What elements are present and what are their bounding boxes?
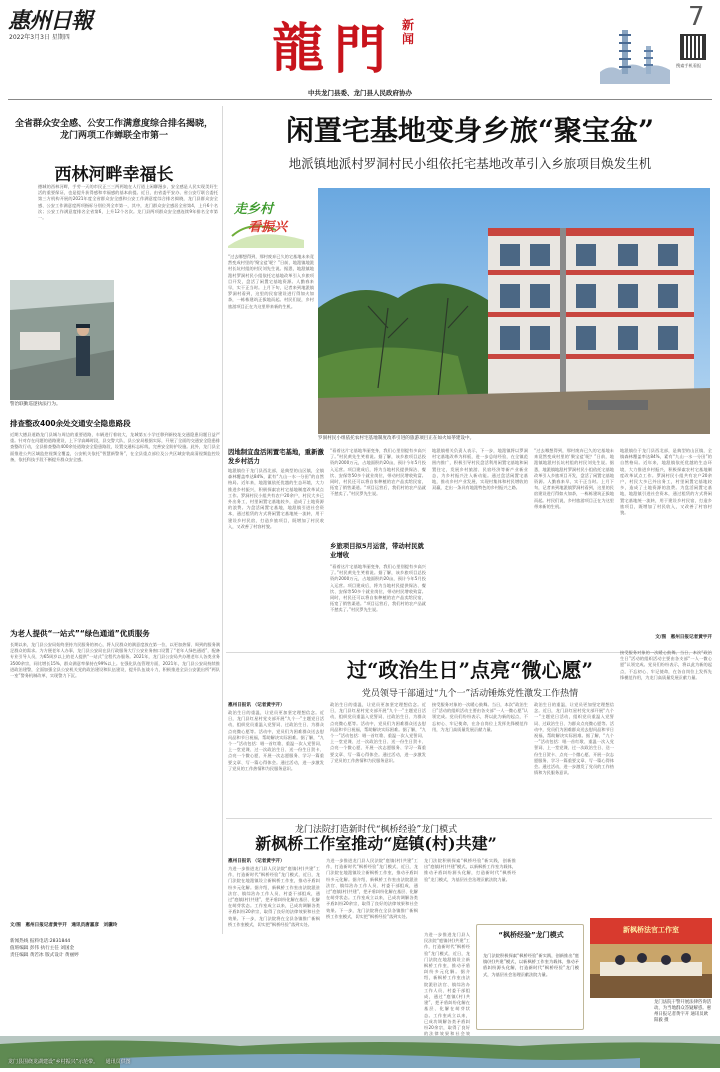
title-char-2: 門 — [334, 20, 387, 81]
left-kicker[interactable]: 全省群众安全感、公安工作满意度综合排名揭晓，龙门两项工作蝉联全市第一 — [14, 119, 213, 141]
badge-line-2: 看振兴 — [248, 220, 288, 235]
feature-col1-title[interactable]: 因地制宜盘活闲置宅基地，重新激发乡村活力 — [228, 448, 324, 465]
left-sec1-title[interactable]: 排查整改400余处交通安全隐患路段 — [10, 419, 131, 428]
court-byline: 惠州日报讯 （记者黄宇开） — [228, 859, 285, 864]
feature-col4-body: “过去哪想得到，那村废弃已久的宅基地未来竟然变成村里的‘聚宝盆’呢？”日前，地派镇地派村长坑村组的村民刘先生说。据悉，地派镇地派村罗洞村民小组依托宅基地改革引入乡旅项目开发，盘活了闲置宅基地资源。人勤春来早，实干正当时。上月下旬，记者来到地派镇罗洞村看到，这里的民宿建设进行得如火如荼，一栋栋建筑正拔地而起。村民们说，乡村旅游项目正在为这里带来新的生机。 — [534, 448, 614, 509]
feature-footer: 文/图 惠州日报记者黄宇开 — [655, 635, 712, 640]
court-story — [226, 820, 714, 1036]
feature-subhead[interactable]: 地派镇地派村罗洞村民小组依托宅基地改革引入乡旅项目焕发生机 — [288, 156, 652, 171]
party-col2: 政治生日的重温，让党员更加坚定理想信念。近日，龙门县红星村党支部开展“九个一”主题党日活动，组织党员重温入党誓词、过政治生日、为群众点亮微心愿等。活动中，党员们为困难群众送去慰问品和节日祝福，帮助解决实际困难。据了解，“九个一”活动包括：唱一首红歌、重温一次入党誓词、上一堂党课、过一次政治生日、送一份生日贺卡、点亮一个微心愿、开展一次志愿服务、学习一篇重要文章、写一篇心得体会。通过活动，进一步激发了党员的工作热情和为民服务意识。 — [330, 702, 426, 763]
court-photo-sign: 新枫桥法官工作室 — [623, 926, 679, 934]
feature-headline[interactable]: 闲置宅基地变身乡旅“聚宝盆” — [285, 114, 655, 147]
qr-code-icon[interactable] — [680, 34, 706, 60]
left-lead: 德城的西林河畔，手劳一天的市民正三三两两地在人行道上闲聊漫步，安全感是人民实现美好生活的重要保证，也是提升获得感和幸福感的基本前提。近日，由省委平安办、省公安厅联合委托第三方机构开展的2021年度全省群众安全感和公安工作满意度综合排名揭晓，龙门县群众安全感、公安工作满意度两项指标分别位列全市第一，其中，龙门群众安全感居全省第4，上升6个名次；公安工作满意度排名全省第6，上升12个名次。龙门县两项群众安全感连续9年排名全市第一。 — [38, 184, 218, 221]
feature-col3-body: 地派镇相关负责人表示，下一步，地派镇将以罗洞村宅基地改革为样板，进一步总结经验，在全镇范围内推广，积极引导村民盘活利用闲置宅基地和闲置住宅，发展乡村旅游、民宿经济等新产业新业态，为乡村振兴注入新动能。通过盘活闲置宅基地，推动乡村产业发展，实现村集体和村民增收的双赢，走出一条具有地派特色的乡村振兴之路。 — [432, 448, 528, 491]
party-headline[interactable]: 过“政治生日”点亮“微心愿” — [346, 658, 593, 682]
party-byline: 惠州日报讯 （记者黄宇开） — [228, 703, 285, 708]
paper-name: 惠州日報 — [8, 8, 93, 34]
lake-panorama — [0, 1036, 720, 1068]
qr-caption: 搜索手机看报 — [676, 63, 702, 68]
rural-badge — [226, 196, 306, 248]
feature-col2-title[interactable]: 乡旅项目拟5月运营，带动村民就业增收 — [330, 542, 424, 559]
fengqiao-box-title[interactable]: “枫桥经验”龙门模式 — [498, 931, 564, 939]
left-footer: 文/图 惠州日报记者黄宇开 通讯员唐嘉彦 刘骥玲 — [10, 923, 118, 928]
party-col1: 政治生日的重温，让党员更加坚定理想信念。近日，龙门县红星村党支部开展“九个一”主题党日活动，组织党员重温入党誓词、过政治生日、为群众点亮微心愿等。活动中，党员们为困难群众送去慰问品和节日祝福，帮助解决实际困难。据了解，“九个一”活动包括：唱一首红歌、重温一次入党誓词、上一堂党课、过一次政治生日、送一份生日贺卡、点亮一个微心愿、开展一次志愿服务、学习一篇重要文章、写一篇心得体会。通过活动，进一步激发了党员的工作热情和为民服务意识。 — [228, 710, 324, 771]
party-story — [226, 650, 714, 814]
feature-col5-body: 地派镇位于龙门县西北部，是典型的山区镇，全镇森林覆盖率达84%，素有“九山一水一分田”的自然格局。近年来，地派镇依托优越的生态环境，大力推进乡村振兴，积极探索农村宅基地制度改革试点工作。罗洞村民小组共有农户20余户，村民大多已外出务工，村里闲置宅基地较多，造成了土地资源的浪费。为盘活闲置宅基地，地派镇引进社会资本，通过租赁的方式将闲置宅基地统一流转，用于建设乡村民宿，打造乡旅项目，既增加了村民收入，又改善了村容村貌。 — [620, 448, 712, 516]
court-headline[interactable]: 新枫桥工作室推动“庭镇(村)共建” — [255, 834, 497, 853]
fengqiao-box — [476, 924, 584, 1030]
masthead — [0, 0, 720, 102]
court-photo — [590, 918, 712, 998]
page-number: 7 — [688, 2, 705, 32]
feature-col2-body-cont: “看着这片宅基地华丽变身，我们心里别提有多高兴了。”村民黄先生笑着说。据了解，该乡旅项目总投资约2000万元，占地面积约20亩，预计今年5月投入运营。项目建成后，将为当地村民提供保洁、餐饮、安保等50多个就业岗位，带动村民增收致富。同时，村民还可以将自家种植的农产品卖给民宿，拓宽了销售渠道。“项目运营后，我们村的农产品就不愁卖了。”村民罗先生说。 — [330, 564, 426, 613]
pagoda-illustration — [600, 20, 670, 84]
left-sec2-body: 长期以来，龙门县公安局始终坚持为民服务的初心，将人民群众的满意度放在第一位，以更加热情、周到的服务满足群众的需求。为方便老年人办事，龙门县公安局在县行政服务大厅公安业务窗口设置了“老年人绿色通道”，配备专业引导人员，为65周岁以上的老人提供“一站式”全程代办服务。2021年，龙门县公安局共办理老年人各类业务3500余宗，同比增长15%，群众满意率保持在99%以上。在强化队伍管理方面，2021年，龙门县公安局持续推进政治建警，全面加强全县公安机关党的政治建设和队伍建设，提升队伍战斗力，积极推进全县公安派出所“两队一室”警务机制改革，实现警力下沉。 — [10, 642, 220, 679]
party-col4: 政治生日的重温，让党员更加坚定理想信念。近日，龙门县红星村党支部开展“九个一”主题党日活动，组织党员重温入党誓词、过政治生日、为群众点亮微心愿等。活动中，党员们为困难群众送去慰问品和节日祝福，帮助解决实际困难。据了解，“九个一”活动包括：唱一首红歌、重温一次入党誓词、上一堂党课、过一次政治生日、送一份生日贺卡、点亮一个微心愿、开展一次志愿服务、学习一篇重要文章、写一篇心得体会。通过活动，进一步激发了党员的工作热情和为民服务意识。 — [534, 702, 614, 776]
court-kicker[interactable]: 龙门法院打造新时代“枫桥经验”龙门模式 — [294, 825, 458, 835]
feature-col2-body: “看着这片宅基地华丽变身，我们心里别提有多高兴了。”村民黄先生笑着说。据了解，该乡旅项目总投资约2000万元，占地面积约20亩，预计今年5月投入运营。项目建成后，将为当地村民提供保洁、餐饮、安保等50多个就业岗位，带动村民增收致富。同时，村民还可以将自家种植的农产品卖给民宿，拓宽了销售渠道。“项目运营后，我们村的农产品就不愁卖了。”村民罗先生说。 — [330, 448, 426, 497]
party-col5: 接受服务对象的一次暖心鼓舞。当日，本次“政治生日”活动的组织活动主要由各支部“一人一微心愿”认领完成。党员们纷纷表示，将以此为新的起点，不忘初心、牢记使命，在各自岗位上发挥先锋模范作用，为龙门高质量发展贡献力量。 — [620, 650, 712, 680]
title-char-1: 龍 — [272, 18, 325, 79]
left-headline[interactable]: 西林河畔幸福长 — [54, 165, 174, 185]
court-col2: 为进一步推进龙门县人民法院“庭镇(村)共建”工作，打造新时代“枫桥经验”龙门模式，近日，龙门法院在地派镇设立新枫桥工作室，推动矛盾纠纷多元化解。据介绍，新枫桥工作室由法院派驻法官、镇综治办工作人员、村委干部组成，通过“庭镇(村)共建”，把矛盾纠纷化解在基层、化解在萌芽状态。工作室成立以来，已成功调解各类矛盾纠纷20余宗，取得了良好的法律效果和社会效果。下一步，龙门法院将在全县各镇推广新枫桥工作室模式，切实把“枫桥经验”落到实处。 — [326, 858, 418, 919]
section-label: 新闻 — [402, 18, 415, 46]
court-col3: 龙门法院积极探索“枫桥经验”新实践，创新推出“庭镇(村)共建”模式，以新枫桥工作室为载体，推动矛盾纠纷源头化解，打造新时代“枫桥经验”龙门模式，为基层社会治理贡献法院力量。 — [424, 858, 516, 882]
left-column — [8, 104, 220, 1034]
left-editors: 新闻热线 报料电话:2831844 值班编辑 彭伟 执行主任 刘国金 责任编辑 黄若冰 版式设计 黄丽婷 — [10, 939, 79, 958]
feature-intro: “过去哪想得到，那村废弃已久的宅基地未来竟然变成村里的‘聚宝盆’呢？”日前，地派镇地派村长坑村组的村民刘先生说。据悉，地派镇地派村罗洞村民小组依托宅基地改革引入乡旅项目开发，盘活了闲置宅基地资源。人勤春来早，实干正当时。上月下旬，记者来到地派镇罗洞村看到，这里的民宿建设进行得如火如荼，一栋栋建筑正拔地而起。村民们说，乡村旅游项目正在为这里带来新的生机。 — [228, 254, 314, 309]
party-subhead[interactable]: 党员领导干部通过“九个一”活动锤炼党性激发工作热情 — [361, 689, 579, 699]
feature-col1-body: 地派镇位于龙门县西北部，是典型的山区镇，全镇森林覆盖率达84%，素有“九山一水一分田”的自然格局。近年来，地派镇依托优越的生态环境，大力推进乡村振兴，积极探索农村宅基地制度改革试点工作。罗洞村民小组共有农户20余户，村民大多已外出务工，村里闲置宅基地较多，造成了土地资源的浪费。为盘活闲置宅基地，地派镇引进社会资本，通过租赁的方式将闲置宅基地统一流转，用于建设乡村民宿，打造乡旅项目，既增加了村民收入，又改善了村容村貌。 — [228, 468, 324, 529]
bottom-caption: 龙门县围绕龙湖建设“乡村振兴”示范带。 通讯员供图 — [8, 1059, 131, 1065]
police-photo — [10, 280, 114, 400]
fengqiao-box-body: 龙门法院积极探索“枫桥经验”新实践，创新推出“庭镇(村)共建”模式，以新枫桥工作室为载体，推动矛盾纠纷源头化解，打造新时代“枫桥经验”龙门模式，为基层社会治理贡献法院力量。 — [483, 953, 579, 977]
left-photo-caption: 警治联勤巡逻执法行为。 — [10, 402, 61, 407]
left-sec1-body: 近期大德县道路龙门县城与周边的重要道路，车辆进行着较大，龙城第五小学迁移到新校址交通隐患问题日益严重。针对存在问题的道路建设，上下学高峰时段，县交警大队、县公安局根据实际，开展了全面的交通安全隐患排查整改行动，全县排查整改400余处道路安全隐患路段，设置交通标志标线，完善安全防护设施。此外，龙门县全面推进公共区域监控视频全覆盖，公安机关依托“智慧新警务”，在全县重点部位及公共区域安装高清视频监控设备，依托科技手段不断提升群众安全感。 — [10, 432, 220, 462]
issue-date: 2022年3月3日 星期四 — [9, 34, 70, 41]
court-col3b: 为进一步推进龙门县人民法院“庭镇(村)共建”工作，打造新时代“枫桥经验”龙门模式，近日，龙门法院在地派镇设立新枫桥工作室，推动矛盾纠纷多元化解。据介绍，新枫桥工作室由法院派驻法官、镇综治办工作人员、村委干部组成，通过“庭镇(村)共建”，把矛盾纠纷化解在基层、化解在萌芽状态。工作室成立以来，已成功调解各类矛盾纠纷20余宗，取得了良好的法律效果和社会效 — [424, 932, 470, 1037]
badge-line-1: 走乡村 — [234, 202, 274, 217]
tagline: 中共龙门县委、龙门县人民政府协办 — [308, 89, 412, 97]
party-col3: 接受服务对象的一次暖心鼓舞。当日，本次“政治生日”活动的组织活动主要由各支部“一人一微心愿”认领完成。党员们纷纷表示，将以此为新的起点，不忘初心、牢记使命，在各自岗位上发挥先锋模范作用，为龙门高质量发展贡献力量。 — [432, 702, 528, 732]
construction-photo — [318, 188, 710, 434]
court-col1: 为进一步推进龙门县人民法院“庭镇(村)共建”工作，打造新时代“枫桥经验”龙门模式，近日，龙门法院在地派镇设立新枫桥工作室，推动矛盾纠纷多元化解。据介绍，新枫桥工作室由法院派驻法官、镇综治办工作人员、村委干部组成，通过“庭镇(村)共建”，把矛盾纠纷化解在基层、化解在萌芽状态。工作室成立以来，已成功调解各类矛盾纠纷20余宗，取得了良好的法律效果和社会效果。下一步，龙门法院将在全县各镇推广新枫桥工作室模式，切实把“枫桥经验”落到实处。 — [228, 866, 320, 927]
court-photo-caption: 龙门法院干警开展法律咨询活动，为当地群众答疑解惑。惠州日报记者黄宇开 通讯员欧阳毅 摄 — [654, 1000, 712, 1023]
left-sec2-title[interactable]: 为老人提供“一站式”“绿色通道”优质服务 — [10, 629, 150, 638]
section-logo — [272, 6, 452, 81]
feature-story — [226, 104, 714, 650]
feature-photo-caption: 罗洞村民小组依托农村宅基地制度改革引进的旅游项目正在如火如荼建设中。 — [318, 436, 475, 441]
